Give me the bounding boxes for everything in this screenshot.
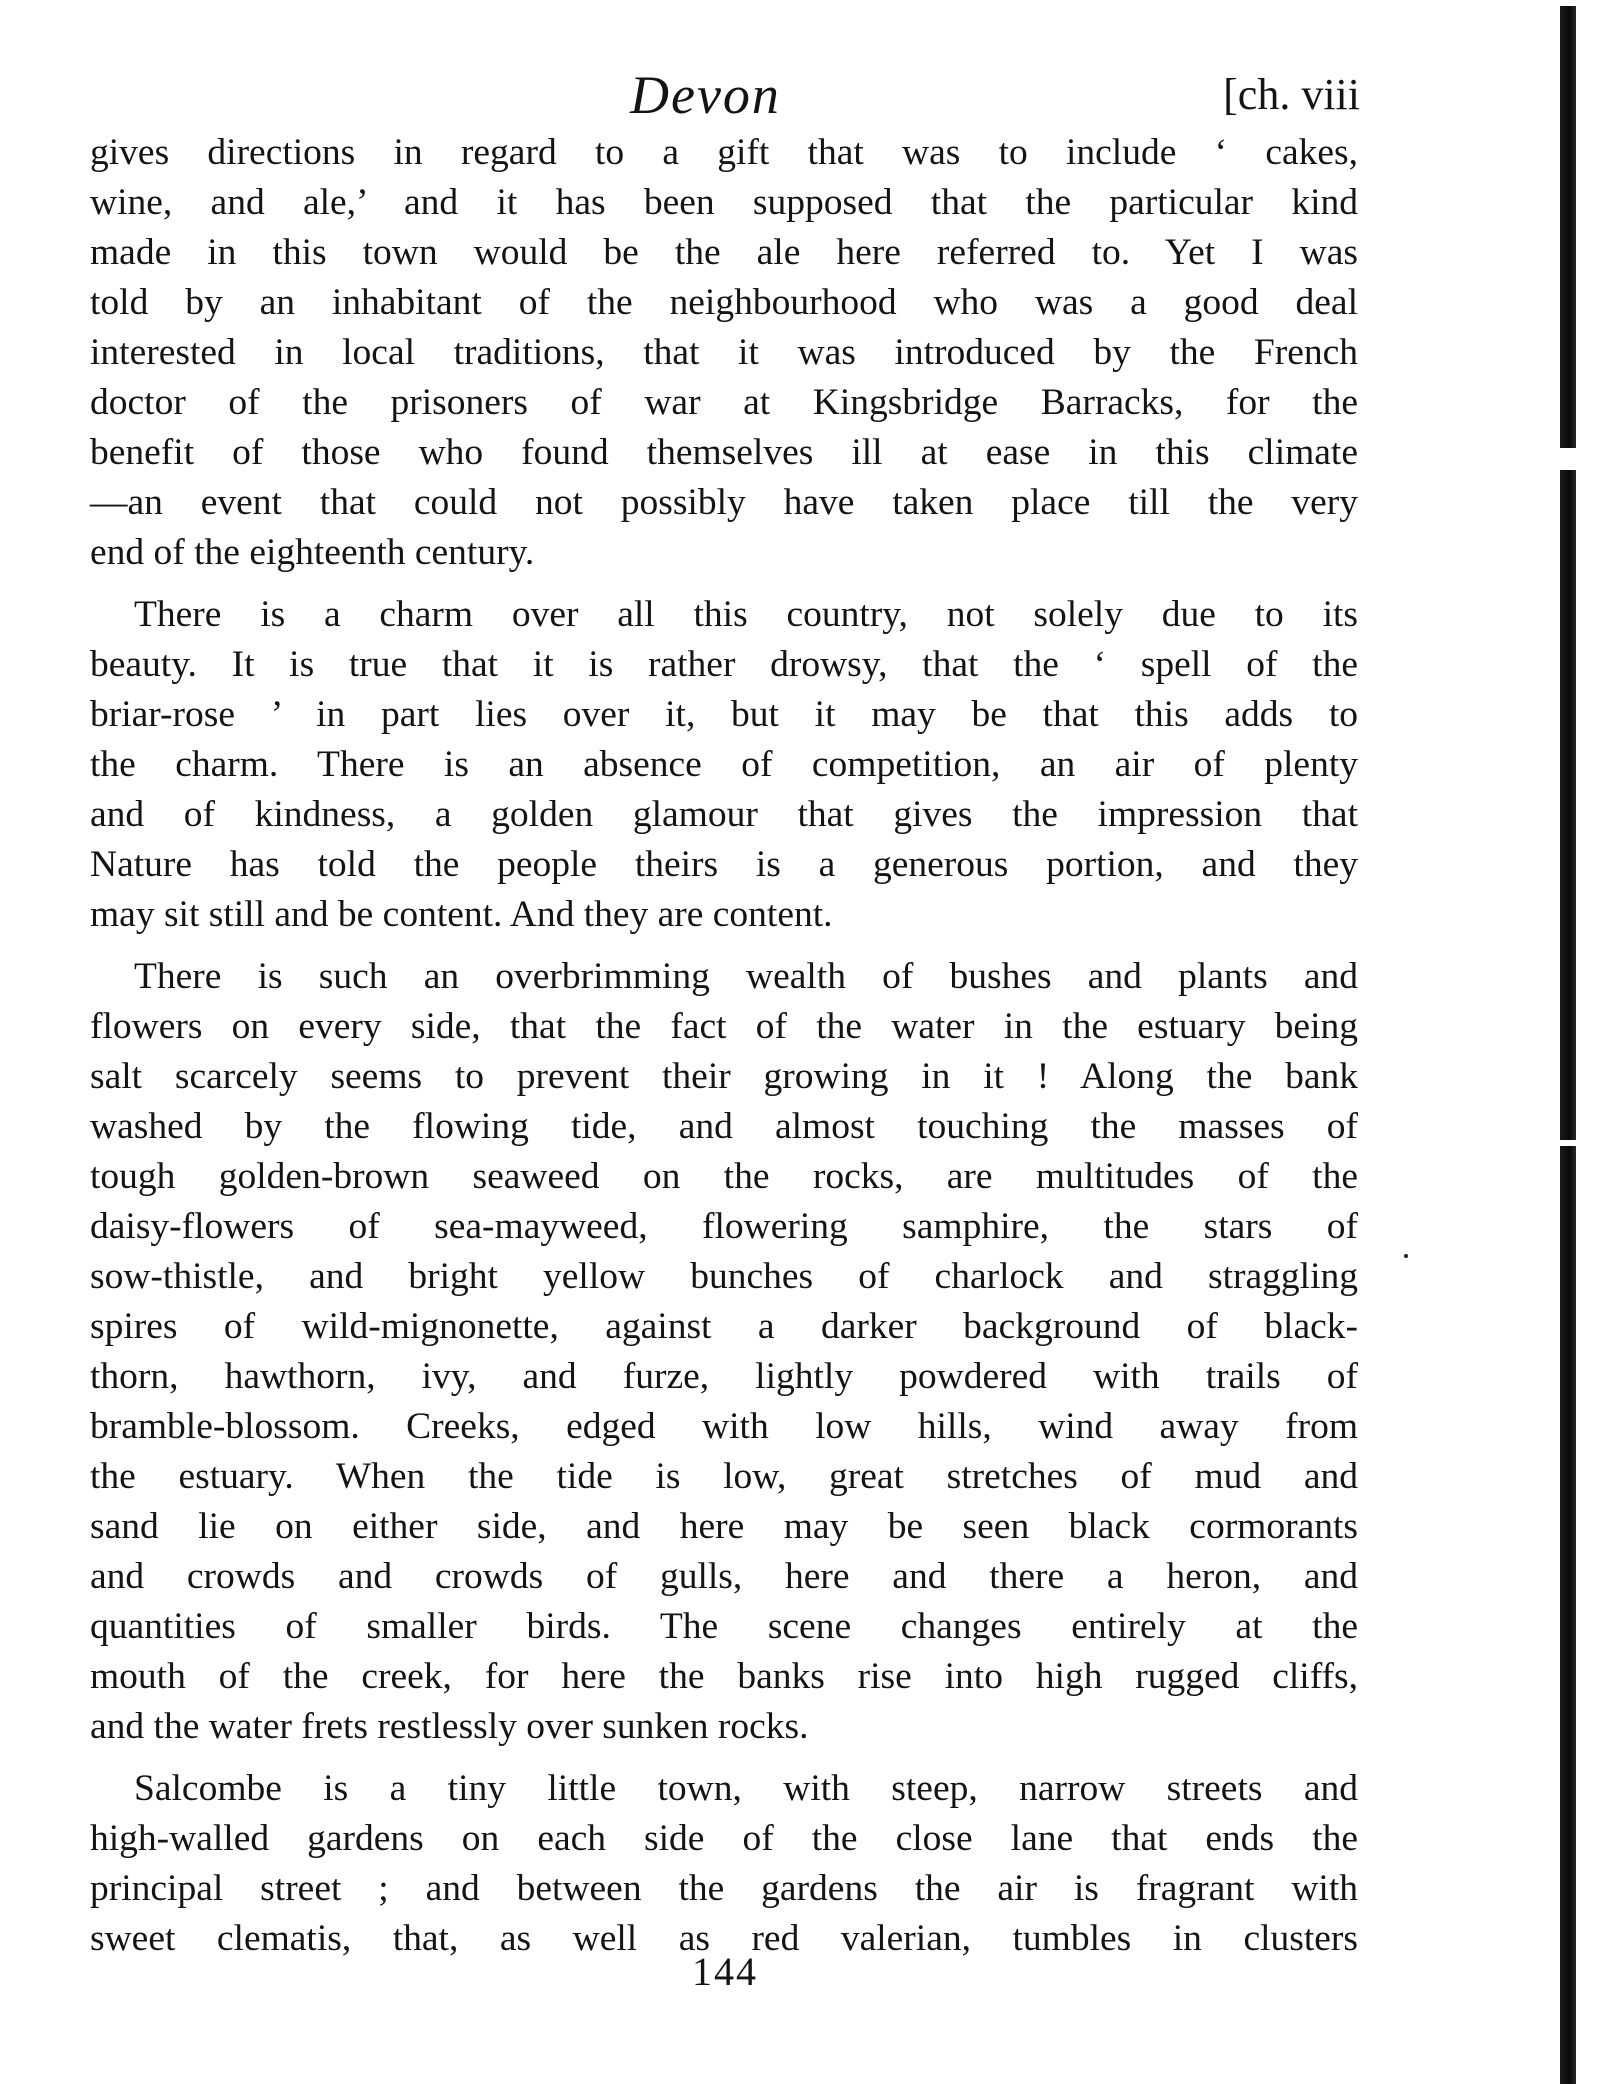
text-line: high-walled gardens on each side of the close lane that ends the — [90, 1818, 1358, 1859]
text-line: There is a charm over all this country, not solely due to its — [134, 594, 1358, 635]
page-number: 144 — [692, 1949, 758, 1994]
page-header — [90, 60, 1360, 130]
text-line: sweet clematis, that, as well as red valerian, tumbles in clusters — [90, 1918, 1358, 1959]
text-line: thorn, hawthorn, ivy, and furze, lightly powdered with trails of — [90, 1356, 1358, 1397]
text-line: briar-rose ’ in part lies over it, but it may be that this adds to — [90, 694, 1358, 735]
text-line: the charm. There is an absence of competition, an air of plenty — [90, 744, 1358, 785]
text-line: spires of wild-mignonette, against a darker background of black- — [90, 1306, 1358, 1347]
binding-gap — [1560, 0, 1576, 6]
text-line: may sit still and be content. And they are content. — [90, 894, 833, 935]
text-line: Salcombe is a tiny little town, with steep, narrow streets and — [134, 1768, 1358, 1809]
text-line: salt scarcely seems to prevent their growing in it ! Along the bank — [90, 1056, 1358, 1097]
text-line: end of the eighteenth century. — [90, 532, 535, 573]
text-line: bramble-blossom. Creeks, edged with low hills, wind away from — [90, 1406, 1358, 1447]
text-line: principal street ; and between the gardens the air is fragrant with — [90, 1868, 1358, 1909]
chapter-reference: [ch. viii — [1223, 70, 1360, 119]
binding-gap — [1560, 1140, 1576, 1146]
text-line: the estuary. When the tide is low, great stretches of mud and — [90, 1456, 1358, 1497]
text-line: mouth of the creek, for here the banks rise into high rugged cliffs, — [90, 1656, 1358, 1697]
text-line: benefit of those who found themselves ill at ease in this climate — [90, 432, 1358, 473]
text-line: doctor of the prisoners of war at Kingsbridge Barracks, for the — [90, 382, 1358, 423]
text-line: washed by the flowing tide, and almost touching the masses of — [90, 1106, 1358, 1147]
page-speck — [1404, 1254, 1408, 1258]
paragraph — [90, 1764, 1358, 1964]
text-line: and the water frets restlessly over sunken rocks. — [90, 1706, 809, 1747]
text-line: wine, and ale,’ and it has been supposed that the particular kind — [90, 182, 1358, 223]
text-line: There is such an overbrimming wealth of bushes and plants and — [134, 956, 1358, 997]
text-line: tough golden-brown seaweed on the rocks, are multitudes of the — [90, 1156, 1358, 1197]
text-line: and of kindness, a golden glamour that gives the impression that — [90, 794, 1358, 835]
text-line: sow-thistle, and bright yellow bunches of charlock and straggling — [90, 1256, 1358, 1297]
paragraph — [90, 952, 1358, 1752]
text-line: made in this town would be the ale here referred to. Yet I was — [90, 232, 1358, 273]
text-line: told by an inhabitant of the neighbourhood who was a good deal — [90, 282, 1358, 323]
running-title: Devon — [630, 65, 781, 125]
text-line: and crowds and crowds of gulls, here and there a heron, and — [90, 1556, 1358, 1597]
text-line: sand lie on either side, and here may be seen black cormorants — [90, 1506, 1358, 1547]
page-binding-edge — [1560, 0, 1576, 2084]
text-line: quantities of smaller birds. The scene changes entirely at the — [90, 1606, 1358, 1647]
text-line: interested in local traditions, that it was introduced by the French — [90, 332, 1358, 373]
text-line: gives directions in regard to a gift that was to include ‘ cakes, — [90, 132, 1358, 173]
text-line: —an event that could not possibly have taken place till the very — [90, 482, 1358, 523]
binding-gap — [1560, 448, 1576, 470]
body-text — [90, 128, 1358, 1976]
text-line: flowers on every side, that the fact of the water in the estuary being — [90, 1006, 1358, 1047]
paragraph — [90, 590, 1358, 940]
text-line: beauty. It is true that it is rather drowsy, that the ‘ spell of the — [90, 644, 1358, 685]
paragraph — [90, 128, 1358, 578]
text-line: daisy-flowers of sea-mayweed, flowering samphire, the stars of — [90, 1206, 1358, 1247]
text-line: Nature has told the people theirs is a generous portion, and they — [90, 844, 1358, 885]
